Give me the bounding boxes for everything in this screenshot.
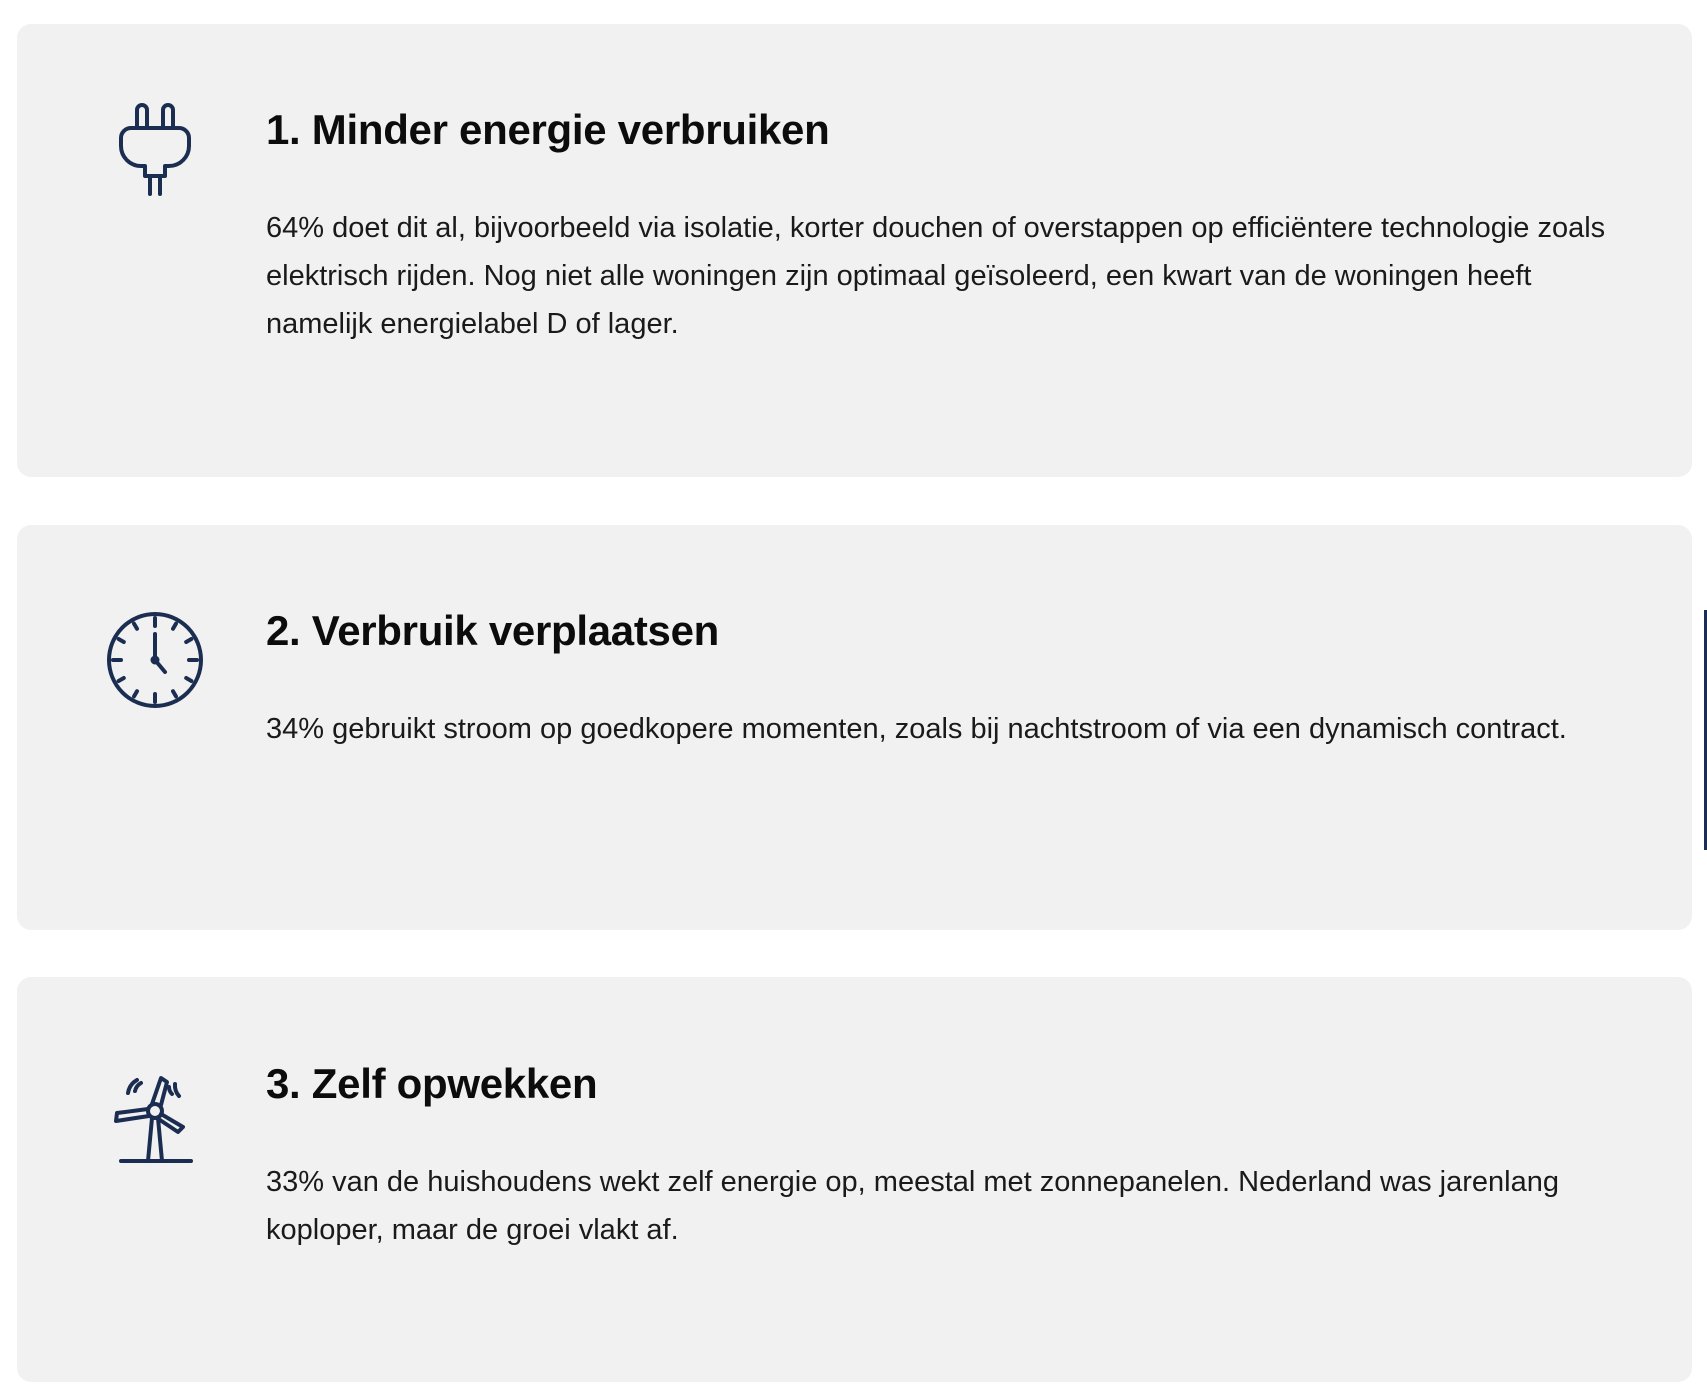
card-title: 1. Minder energie verbruiken — [266, 106, 830, 153]
card-description: 34% gebruikt stroom op goedkopere momenten, zoals bij nachtstroom of via een dynamisch contract. — [266, 713, 1567, 745]
card-verbruik-verplaatsen — [17, 525, 1692, 930]
card-title: 2. Verbruik verplaatsen — [266, 607, 720, 654]
card-description: 33% van de huishoudens wekt zelf energie op, meestal met zonnepanelen. Nederland was jarenlang koploper, maar de groei vlakt af. — [266, 1166, 1559, 1246]
card-title: 3. Zelf opwekken — [266, 1060, 598, 1107]
clock-icon — [95, 600, 215, 720]
card-description: 64% doet dit al, bijvoorbeeld via isolatie, korter douchen of overstappen op efficiëntere technologie zoals elektrisch rijden. Nog niet alle woningen zijn optimaal geïsoleerd, een kwart van de woningen heeft namelijk energielabel D of lager. — [266, 212, 1606, 340]
wind-turbine-icon — [95, 1053, 215, 1173]
card-minder-energie — [17, 24, 1692, 477]
card-zelf-opwekken — [17, 977, 1692, 1382]
plug-icon — [95, 98, 215, 218]
